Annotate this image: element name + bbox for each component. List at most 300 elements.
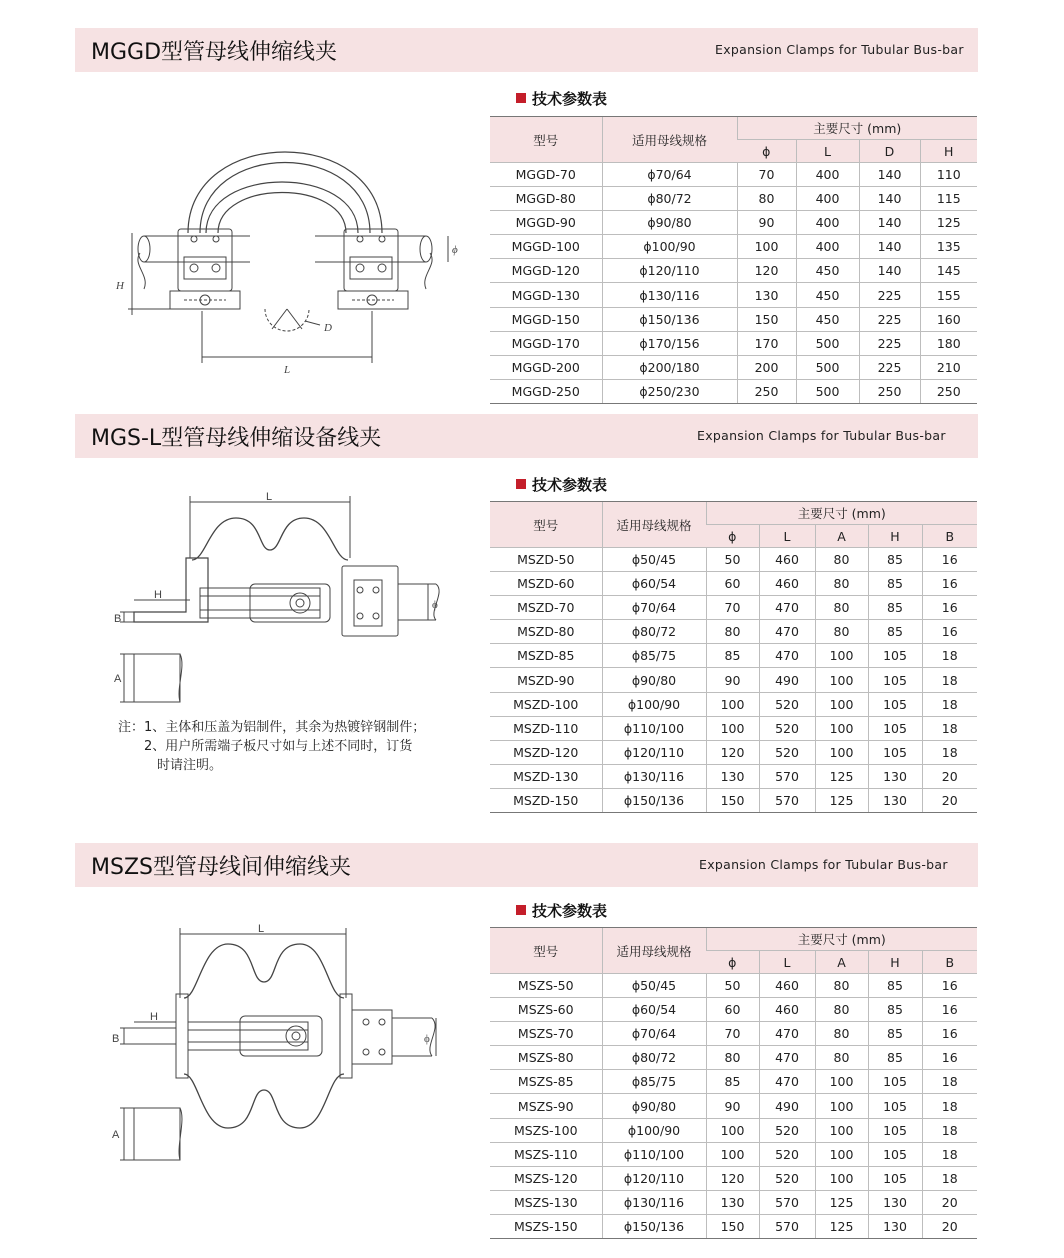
table-cell: MGGD-200	[490, 355, 602, 379]
table-cell: 18	[922, 644, 977, 668]
table-cell: MSZS-80	[490, 1046, 602, 1070]
table-cell: 18	[922, 740, 977, 764]
table-cell: 450	[796, 307, 859, 331]
table-cell: 125	[920, 211, 977, 235]
spec-table-mszd	[490, 501, 977, 813]
table-cell: ϕ100/90	[602, 235, 737, 259]
spec-table-mggd	[490, 116, 977, 404]
table-row	[490, 1094, 977, 1118]
table-cell: MSZS-60	[490, 998, 602, 1022]
table-cell: MSZS-100	[490, 1118, 602, 1142]
table-cell: 20	[922, 1214, 977, 1238]
table-cell: 570	[759, 788, 815, 812]
table-cell: 520	[759, 1118, 815, 1142]
table-cell: MSZS-110	[490, 1142, 602, 1166]
table-cell: 250	[920, 379, 977, 403]
table-cell: ϕ110/100	[602, 1142, 706, 1166]
subheader: ϕ	[706, 525, 759, 548]
table-cell: 150	[706, 788, 759, 812]
dim-label-l: L	[284, 364, 291, 375]
table-cell: 520	[759, 716, 815, 740]
table-row	[490, 620, 977, 644]
table-cell: 16	[922, 596, 977, 620]
dim-label-a: A	[112, 1129, 120, 1141]
section-subtitle: Expansion Clamps for Tubular Bus-bar	[699, 857, 948, 872]
table-cell: 520	[759, 692, 815, 716]
table-cell: ϕ120/110	[602, 259, 737, 283]
table-cell: MGGD-100	[490, 235, 602, 259]
table-cell: ϕ80/72	[602, 620, 706, 644]
table-cell: 105	[868, 1118, 922, 1142]
table-cell: 85	[868, 572, 922, 596]
table-cell: 70	[706, 1022, 759, 1046]
table-cell: MGGD-80	[490, 187, 602, 211]
table-cell: ϕ120/110	[602, 740, 706, 764]
table-cell: 70	[737, 163, 796, 187]
table-cell: 140	[859, 163, 920, 187]
table-cell: 50	[706, 548, 759, 572]
table-cell: 50	[706, 974, 759, 998]
table-row	[490, 1046, 977, 1070]
dim-label-h: H	[116, 280, 124, 292]
table-cell: MGGD-120	[490, 259, 602, 283]
table-cell: 490	[759, 668, 815, 692]
dim-label-phi: ϕ	[424, 1033, 430, 1045]
table-cell: 460	[759, 974, 815, 998]
table-row	[490, 668, 977, 692]
table-cell: 18	[922, 1094, 977, 1118]
table-cell: 130	[706, 1190, 759, 1214]
subheader: D	[859, 140, 920, 163]
table-cell: 18	[922, 668, 977, 692]
table-cell: 225	[859, 355, 920, 379]
header-spec: 适用母线规格	[602, 117, 737, 163]
table-cell: ϕ90/80	[602, 668, 706, 692]
table-cell: 130	[868, 1214, 922, 1238]
table-cell: 400	[796, 235, 859, 259]
table-cell: 130	[706, 764, 759, 788]
table-cell: 18	[922, 1166, 977, 1190]
table-cell: MGGD-150	[490, 307, 602, 331]
subheader: H	[868, 951, 922, 974]
dim-label-phi: ϕ	[452, 244, 458, 256]
table-row	[490, 259, 977, 283]
table-cell: ϕ130/116	[602, 283, 737, 307]
table-cell: 80	[706, 620, 759, 644]
spec-table-mszs	[490, 927, 977, 1239]
table-cell: 16	[922, 572, 977, 596]
note-line: 2、用户所需端子板尺寸如与上述不同时，订货	[118, 739, 413, 754]
table-cell: 160	[920, 307, 977, 331]
table-cell: 140	[859, 259, 920, 283]
table-cell: MSZS-70	[490, 1022, 602, 1046]
table-cell: 150	[706, 1214, 759, 1238]
table-row	[490, 307, 977, 331]
table-row	[490, 163, 977, 187]
table-cell: 80	[815, 548, 868, 572]
table-cell: 125	[815, 788, 868, 812]
table-cell: 125	[815, 1214, 868, 1238]
table-cell: ϕ70/64	[602, 1022, 706, 1046]
table-cell: 130	[737, 283, 796, 307]
table-cell: 125	[815, 764, 868, 788]
table-cell: 18	[922, 1142, 977, 1166]
table-cell: 80	[737, 187, 796, 211]
dim-label-h: H	[150, 1011, 158, 1023]
subheader: H	[868, 525, 922, 548]
section-subtitle: Expansion Clamps for Tubular Bus-bar	[715, 42, 964, 57]
table-cell: MSZD-50	[490, 548, 602, 572]
table-cell: 105	[868, 740, 922, 764]
table-cell: 520	[759, 740, 815, 764]
table-cell: MSZD-70	[490, 596, 602, 620]
table-cell: 18	[922, 1070, 977, 1094]
table-cell: ϕ60/54	[602, 572, 706, 596]
table-cell: 105	[868, 1070, 922, 1094]
table-cell: MSZS-50	[490, 974, 602, 998]
note-line: 时请注明。	[118, 758, 223, 773]
table-cell: 105	[868, 644, 922, 668]
table-cell: 140	[859, 235, 920, 259]
table-cell: 90	[737, 211, 796, 235]
table-cell: 400	[796, 187, 859, 211]
section-header-mszs	[75, 843, 978, 887]
table-cell: MSZS-130	[490, 1190, 602, 1214]
table-cell: 140	[859, 211, 920, 235]
table-row	[490, 548, 977, 572]
table-cell: 400	[796, 211, 859, 235]
table-cell: 450	[796, 259, 859, 283]
dim-label-b: B	[114, 613, 122, 625]
table-cell: 460	[759, 998, 815, 1022]
table-cell: MSZD-90	[490, 668, 602, 692]
table-row	[490, 1118, 977, 1142]
table-cell: ϕ130/116	[602, 1190, 706, 1214]
table-cell: 105	[868, 1166, 922, 1190]
subheader: L	[759, 951, 815, 974]
table-cell: MGGD-250	[490, 379, 602, 403]
subheader: ϕ	[706, 951, 759, 974]
table-cell: ϕ130/116	[602, 764, 706, 788]
table-cell: 100	[815, 692, 868, 716]
section-header-mgs-l	[75, 414, 978, 458]
table-row	[490, 1022, 977, 1046]
table-cell: 130	[868, 788, 922, 812]
table-cell: ϕ100/90	[602, 1118, 706, 1142]
table-cell: ϕ150/136	[602, 788, 706, 812]
table-cell: ϕ85/75	[602, 1070, 706, 1094]
table-cell: 100	[706, 716, 759, 740]
table-row	[490, 283, 977, 307]
table-cell: 140	[859, 187, 920, 211]
table-row	[490, 572, 977, 596]
table-cell: 470	[759, 644, 815, 668]
subheader: A	[815, 951, 868, 974]
table-cell: 80	[815, 596, 868, 620]
table-cell: 105	[868, 668, 922, 692]
table-cell: 100	[706, 1142, 759, 1166]
table-cell: 85	[868, 596, 922, 620]
table-cell: MSZS-85	[490, 1070, 602, 1094]
table-cell: ϕ60/54	[602, 998, 706, 1022]
table-cell: 85	[868, 1022, 922, 1046]
table-cell: 470	[759, 1022, 815, 1046]
table-cell: 120	[737, 259, 796, 283]
table-cell: MSZD-80	[490, 620, 602, 644]
table-cell: 85	[706, 644, 759, 668]
red-square-icon	[516, 479, 526, 489]
table-cell: 520	[759, 1166, 815, 1190]
table-cell: ϕ50/45	[602, 548, 706, 572]
table-cell: 16	[922, 620, 977, 644]
table-cell: 105	[868, 692, 922, 716]
table-cell: ϕ70/64	[602, 163, 737, 187]
table-cell: 105	[868, 1142, 922, 1166]
table-cell: 570	[759, 764, 815, 788]
table-cell: MGGD-90	[490, 211, 602, 235]
table-row	[490, 788, 977, 812]
table-cell: ϕ80/72	[602, 1046, 706, 1070]
table-cell: 460	[759, 548, 815, 572]
table-row	[490, 235, 977, 259]
table-cell: 450	[796, 283, 859, 307]
table-row	[490, 379, 977, 403]
table-cell: ϕ150/136	[602, 1214, 706, 1238]
table-cell: 16	[922, 974, 977, 998]
table-cell: 20	[922, 764, 977, 788]
table-cell: 500	[796, 355, 859, 379]
table-cell: MGGD-170	[490, 331, 602, 355]
table-row	[490, 974, 977, 998]
table-cell: 16	[922, 1046, 977, 1070]
table-cell: 105	[868, 716, 922, 740]
table-row	[490, 1190, 977, 1214]
table-cell: 135	[920, 235, 977, 259]
table-cell: 16	[922, 548, 977, 572]
table-cell: 90	[706, 668, 759, 692]
table-row	[490, 764, 977, 788]
table-cell: 80	[815, 572, 868, 596]
table-cell: MSZD-150	[490, 788, 602, 812]
table-cell: ϕ150/136	[602, 307, 737, 331]
header-dims: 主要尺寸 (mm)	[706, 928, 977, 951]
table-cell: 80	[815, 620, 868, 644]
table-cell: 470	[759, 596, 815, 620]
table-cell: 250	[859, 379, 920, 403]
table-cell: 60	[706, 572, 759, 596]
table-cell: 18	[922, 692, 977, 716]
header-model: 型号	[490, 928, 602, 974]
table-cell: 100	[815, 1142, 868, 1166]
table-cell: 85	[868, 620, 922, 644]
table-cell: ϕ70/64	[602, 596, 706, 620]
table-cell: 100	[815, 668, 868, 692]
table-cell: 570	[759, 1214, 815, 1238]
table-cell: 16	[922, 998, 977, 1022]
table-cell: 85	[868, 998, 922, 1022]
table-cell: 500	[796, 379, 859, 403]
dim-label-phi: ϕ	[432, 599, 438, 611]
table-cell: 85	[868, 974, 922, 998]
table-cell: 80	[815, 998, 868, 1022]
table-cell: 130	[868, 1190, 922, 1214]
table-cell: ϕ170/156	[602, 331, 737, 355]
table-cell: 225	[859, 283, 920, 307]
header-dims: 主要尺寸 (mm)	[737, 117, 977, 140]
note-line: 注：1、主体和压盖为铝制件，其余为热镀锌钢制件；	[118, 720, 426, 735]
table-cell: MSZS-150	[490, 1214, 602, 1238]
table-cell: 100	[815, 1070, 868, 1094]
dim-label-h: H	[154, 589, 162, 601]
table-row	[490, 1142, 977, 1166]
table-row	[490, 998, 977, 1022]
header-model: 型号	[490, 502, 602, 548]
table-cell: MSZS-90	[490, 1094, 602, 1118]
section-header-mggd	[75, 28, 978, 72]
table-cell: 80	[815, 1022, 868, 1046]
table-cell: MSZD-60	[490, 572, 602, 596]
table-cell: 200	[737, 355, 796, 379]
table-cell: 120	[706, 740, 759, 764]
section-subtitle: Expansion Clamps for Tubular Bus-bar	[697, 428, 946, 443]
table-cell: ϕ90/80	[602, 211, 737, 235]
section-title: MGS-L型管母线伸缩设备线夹	[91, 426, 382, 451]
header-spec: 适用母线规格	[602, 502, 706, 548]
table-row	[490, 740, 977, 764]
red-square-icon	[516, 93, 526, 103]
table-cell: 470	[759, 620, 815, 644]
header-model: 型号	[490, 117, 602, 163]
table-cell: 570	[759, 1190, 815, 1214]
table-cell: 16	[922, 1022, 977, 1046]
table-cell: ϕ50/45	[602, 974, 706, 998]
table-cell: ϕ200/180	[602, 355, 737, 379]
table-cell: ϕ250/230	[602, 379, 737, 403]
table-cell: 100	[815, 716, 868, 740]
table-cell: 80	[815, 1046, 868, 1070]
table-cell: 520	[759, 1142, 815, 1166]
table-cell: 100	[706, 1118, 759, 1142]
table-cell: MSZD-85	[490, 644, 602, 668]
table-cell: 490	[759, 1094, 815, 1118]
subheader: H	[920, 140, 977, 163]
table-row	[490, 1166, 977, 1190]
section-title: MSZS型管母线间伸缩线夹	[91, 855, 351, 880]
table-cell: 85	[868, 1046, 922, 1070]
table-row	[490, 355, 977, 379]
table-cell: MSZD-120	[490, 740, 602, 764]
header-spec: 适用母线规格	[602, 928, 706, 974]
mszs-drawing	[110, 918, 460, 1168]
table-cell: ϕ85/75	[602, 644, 706, 668]
subheader: B	[922, 951, 977, 974]
table-cell: 180	[920, 331, 977, 355]
table-cell: 18	[922, 1118, 977, 1142]
table-cell: 470	[759, 1046, 815, 1070]
dim-label-b: B	[112, 1033, 120, 1045]
dim-label-l: L	[258, 923, 265, 935]
table-cell: 470	[759, 1070, 815, 1094]
table-cell: 110	[920, 163, 977, 187]
table-cell: 100	[815, 1166, 868, 1190]
table-row	[490, 211, 977, 235]
table-cell: MSZS-120	[490, 1166, 602, 1190]
dim-label-d: D	[324, 322, 332, 334]
header-dims: 主要尺寸 (mm)	[706, 502, 977, 525]
table-cell: 115	[920, 187, 977, 211]
table-cell: ϕ80/72	[602, 187, 737, 211]
table-cell: MSZD-110	[490, 716, 602, 740]
table-cell: MSZD-130	[490, 764, 602, 788]
red-square-icon	[516, 905, 526, 915]
table-cell: ϕ120/110	[602, 1166, 706, 1190]
params-label: 技术参数表	[516, 900, 607, 921]
table-cell: 85	[706, 1070, 759, 1094]
table-cell: MGGD-130	[490, 283, 602, 307]
table-cell: 500	[796, 331, 859, 355]
table-cell: 20	[922, 788, 977, 812]
subheader: L	[796, 140, 859, 163]
dim-label-a: A	[114, 673, 122, 685]
table-cell: 85	[868, 548, 922, 572]
table-cell: 210	[920, 355, 977, 379]
table-cell: 150	[737, 307, 796, 331]
table-row	[490, 1070, 977, 1094]
table-row	[490, 331, 977, 355]
table-cell: 80	[706, 1046, 759, 1070]
table-row	[490, 692, 977, 716]
table-cell: 120	[706, 1166, 759, 1190]
table-cell: 100	[737, 235, 796, 259]
table-cell: 90	[706, 1094, 759, 1118]
table-cell: ϕ100/90	[602, 692, 706, 716]
table-cell: 100	[706, 692, 759, 716]
table-cell: 155	[920, 283, 977, 307]
table-cell: 170	[737, 331, 796, 355]
table-cell: 460	[759, 572, 815, 596]
table-cell: 250	[737, 379, 796, 403]
section-title: MGGD型管母线伸缩线夹	[91, 40, 338, 65]
table-cell: 225	[859, 331, 920, 355]
params-label: 技术参数表	[516, 474, 607, 495]
subheader: B	[922, 525, 977, 548]
table-row	[490, 716, 977, 740]
params-label: 技术参数表	[516, 88, 607, 109]
subheader: A	[815, 525, 868, 548]
table-cell: 100	[815, 1118, 868, 1142]
table-cell: ϕ90/80	[602, 1094, 706, 1118]
table-cell: 145	[920, 259, 977, 283]
table-cell: 130	[868, 764, 922, 788]
table-cell: 225	[859, 307, 920, 331]
dim-label-l: L	[266, 491, 273, 503]
subheader: ϕ	[737, 140, 796, 163]
mgs-l-drawing	[110, 488, 460, 708]
table-cell: MGGD-70	[490, 163, 602, 187]
subheader: L	[759, 525, 815, 548]
mggd-drawing	[110, 125, 480, 375]
table-cell: 60	[706, 998, 759, 1022]
table-cell: 80	[815, 974, 868, 998]
table-cell: 20	[922, 1190, 977, 1214]
table-cell: 100	[815, 644, 868, 668]
table-row	[490, 1214, 977, 1238]
notes	[118, 718, 425, 775]
table-cell: 105	[868, 1094, 922, 1118]
table-cell: 70	[706, 596, 759, 620]
table-cell: 125	[815, 1190, 868, 1214]
table-row	[490, 187, 977, 211]
